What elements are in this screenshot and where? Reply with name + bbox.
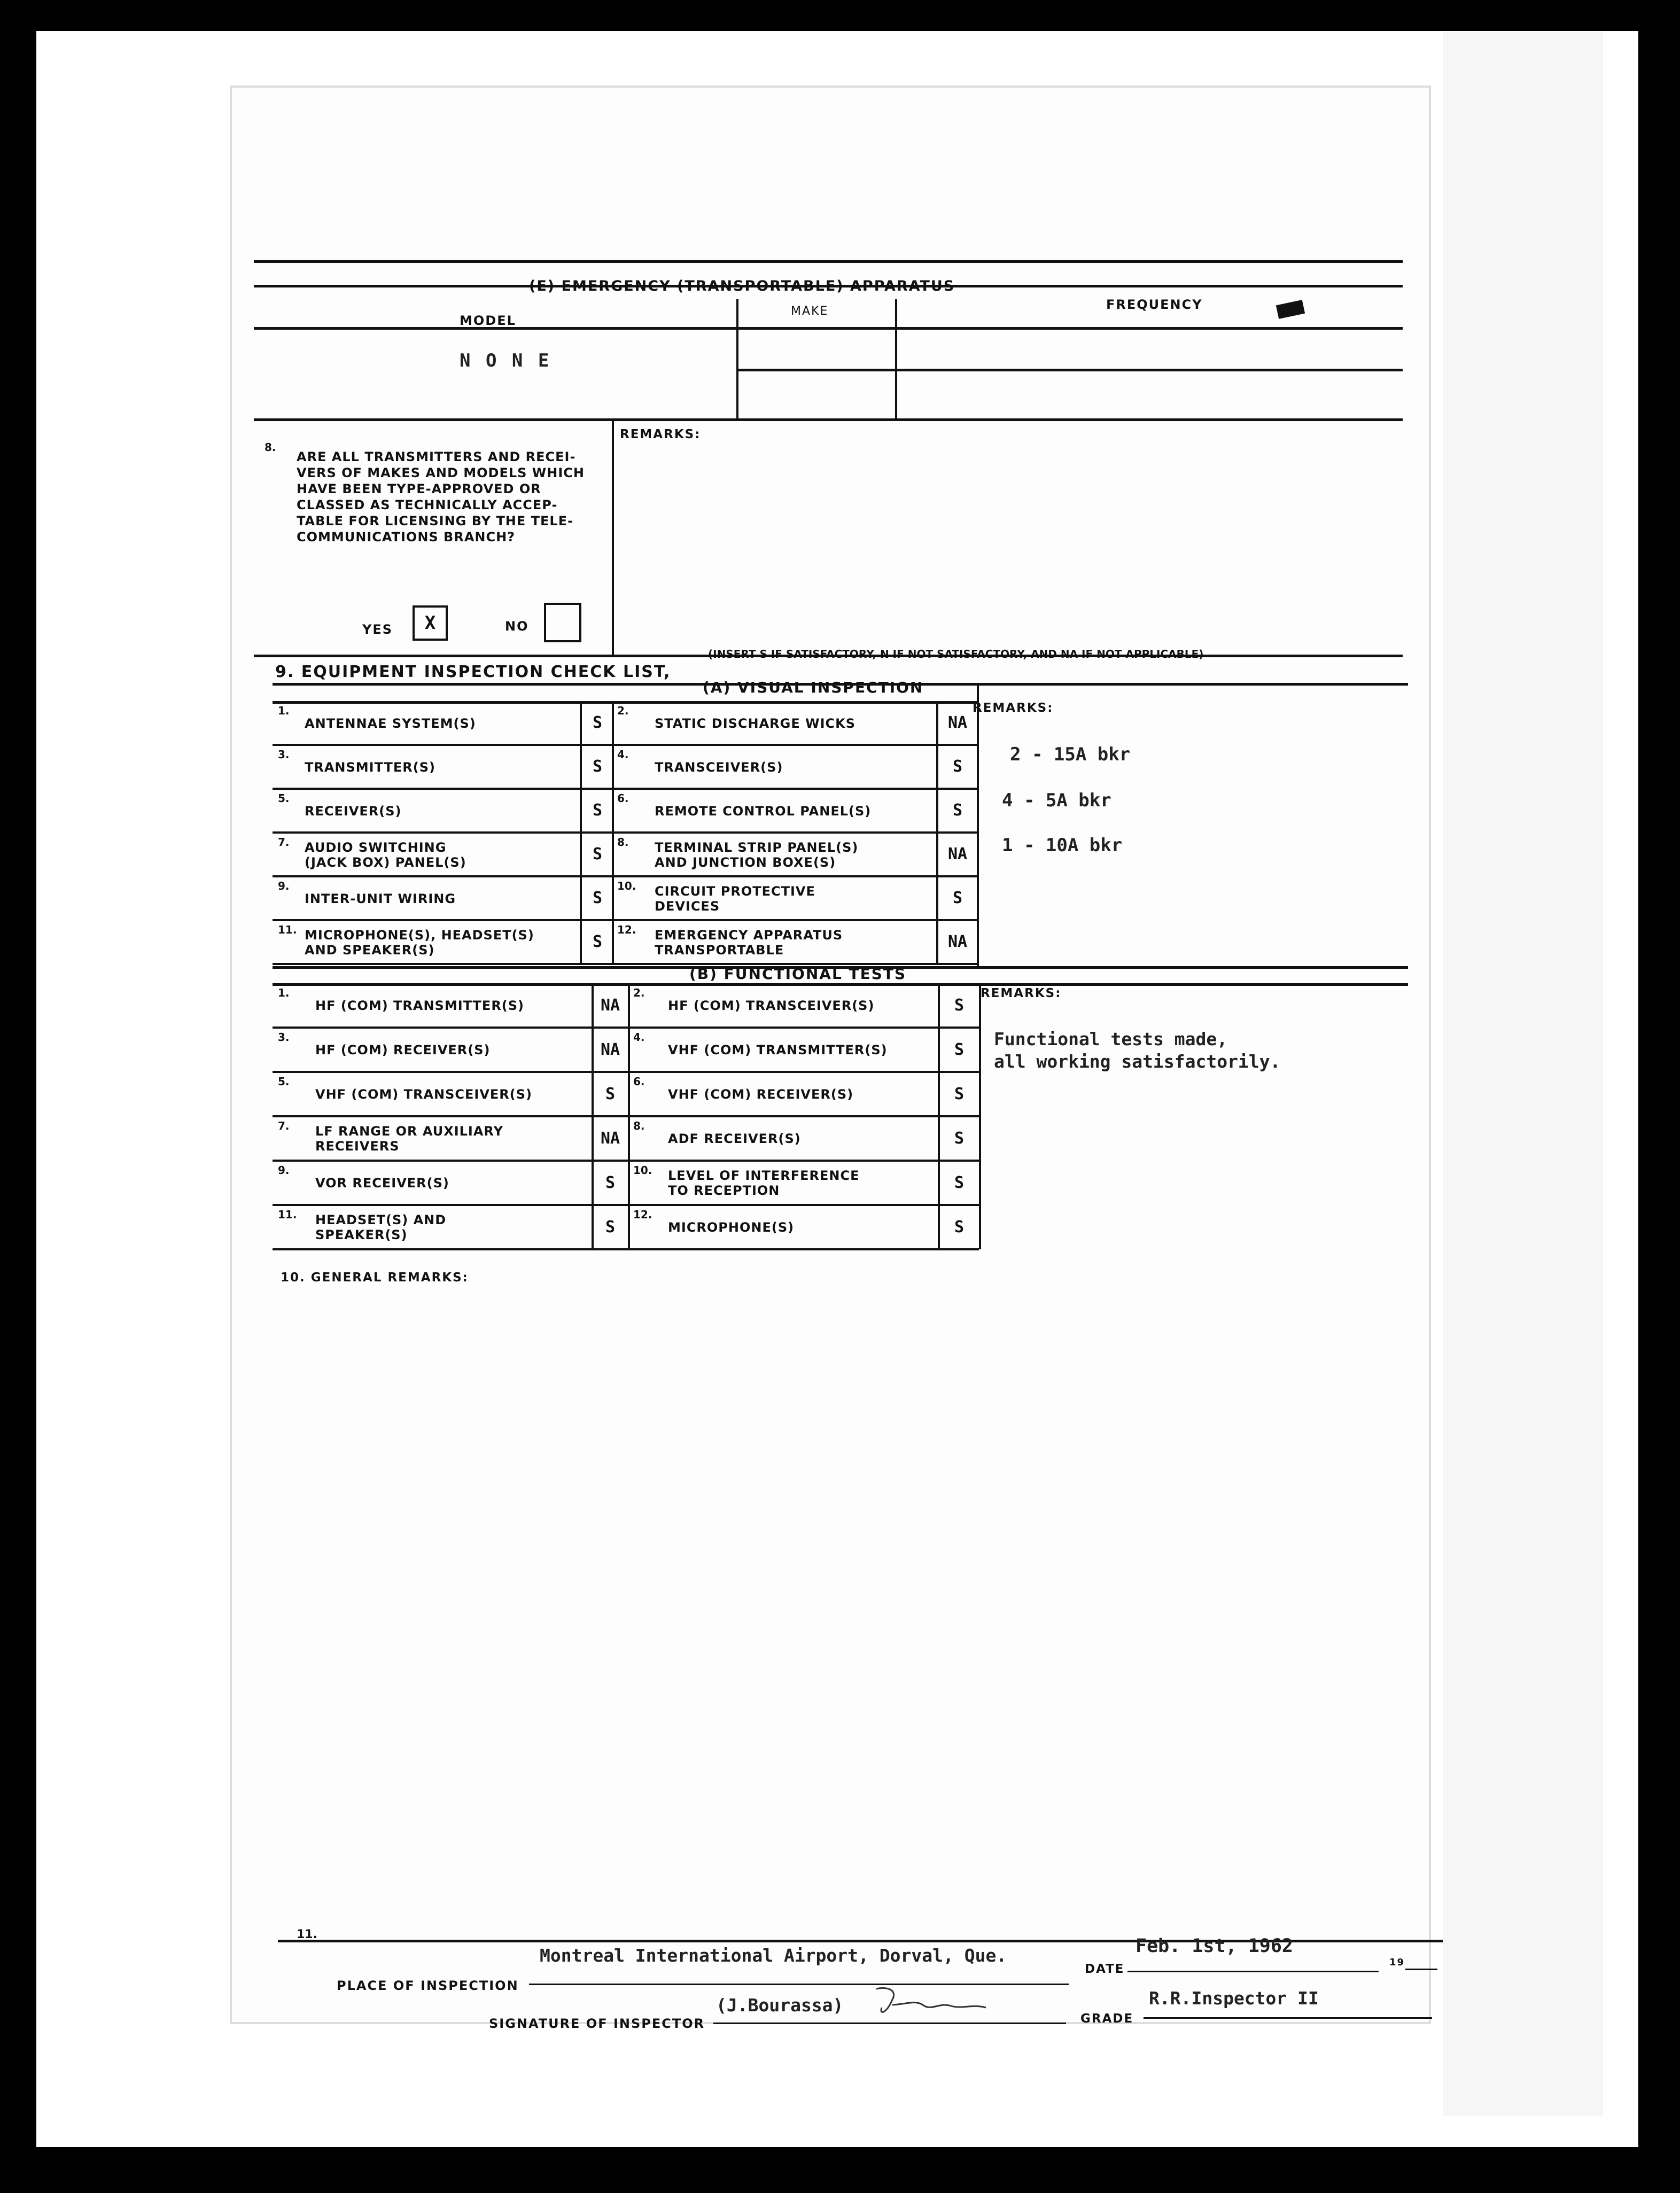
checklist-item [628,1072,979,1116]
checklist-item-mark[interactable]: S [592,1161,627,1205]
visual-remark-3: 1 - 10A bkr [1002,835,1123,856]
checklist-item-mark[interactable]: S [938,1161,978,1205]
checklist-item-number: 5. [278,1075,290,1088]
checklist-item-label: VHF (COM) TRANSCEIVER(S) [315,1087,533,1102]
yes-checkbox[interactable]: X [413,605,448,641]
checklist-item-label: ADF RECEIVER(S) [668,1131,801,1146]
no-label: NO [505,619,529,634]
checklist-item-label: RECEIVER(S) [305,804,402,819]
checklist-item [612,701,977,745]
checklist-item-number: 7. [278,836,290,849]
checklist-item-mark[interactable]: S [580,833,613,876]
visual-remarks-label: REMARKS: [973,701,1054,715]
column-divider [612,419,614,655]
checklist-item-number: 3. [278,1031,290,1044]
checklist-item-number: 10. [633,1164,652,1177]
checklist-item-label: HF (COM) TRANSMITTER(S) [315,998,525,1013]
checklist-item [273,833,612,876]
checklist-item-number: 6. [617,792,629,805]
place-label: PLACE OF INSPECTION [337,1978,519,1993]
checklist-item-mark[interactable]: S [938,1028,978,1072]
checklist-item-mark[interactable]: S [580,701,613,745]
emergency-title: (E) EMERGENCY (TRANSPORTABLE) APPARATUS [529,278,955,294]
checklist-item-mark[interactable]: NA [592,983,627,1028]
checklist-item-number: 4. [633,1031,645,1044]
column-divider [895,299,897,419]
checklist-item [273,1205,628,1249]
checklist-item-label: MICROPHONE(S), HEADSET(S) AND SPEAKER(S) [305,928,534,958]
column-divider [628,983,630,1249]
functional-remarks-label: REMARKS: [981,986,1062,1000]
checklist-item-number: 2. [633,986,645,999]
checklist-item-label: EMERGENCY APPARATUS TRANSPORTABLE [655,928,843,958]
functional-title: (B) FUNCTIONAL TESTS [689,965,907,983]
column-divider [977,683,979,966]
checklist-item-number: 10. [617,880,636,892]
rule [1127,1971,1379,1972]
functional-remark-2: all working satisfactorily. [994,1051,1281,1072]
checklist-item-number: 11. [278,923,297,936]
rule [254,260,1403,263]
checklist-item-mark[interactable]: S [938,1205,978,1249]
section8-remarks-label: REMARKS: [620,427,701,441]
date-value: Feb. 1st, 1962 [1135,1935,1294,1957]
checklist-item-label: MICROPHONE(S) [668,1220,795,1235]
model-value: N O N E [460,350,551,371]
date-label: DATE [1085,1962,1125,1976]
checklist-item-mark[interactable]: NA [936,833,977,876]
checklist-item-label: VOR RECEIVER(S) [315,1176,449,1191]
checklist-item-mark[interactable]: NA [936,701,977,745]
checklist-item-number: 11. [278,1208,297,1221]
signature-value: (J.Bourassa) [716,1995,844,2016]
checklist-item-number: 9. [278,1164,290,1177]
page-edge-shadow [1443,32,1603,2116]
checklist-item [628,983,979,1028]
rule [254,418,1403,421]
checklist-item-number: 2. [617,704,629,717]
checklist-item [273,876,612,920]
section9-legend: (INSERT S IF SATISFACTORY, N IF NOT SATISFACTORY, AND NA IF NOT APPLICABLE) [708,648,1204,660]
checklist-item [612,833,977,876]
checklist-item-label: LF RANGE OR AUXILIARY RECEIVERS [315,1124,503,1154]
grade-value: R.R.Inspector II [1149,1988,1319,2009]
column-divider [736,299,738,419]
checklist-item-mark[interactable]: S [936,876,977,920]
rule [254,327,1403,330]
checklist-item-label: STATIC DISCHARGE WICKS [655,716,856,731]
checklist-item-label: AUDIO SWITCHING (JACK BOX) PANEL(S) [305,840,466,870]
section8-number: 8. [265,441,276,454]
checklist-item-mark[interactable]: S [580,745,613,789]
checklist-item [628,1116,979,1161]
checklist-item [612,789,977,833]
checklist-item-number: 8. [617,836,629,849]
checklist-item-label: VHF (COM) RECEIVER(S) [668,1087,854,1102]
checklist-item-number: 3. [278,748,290,761]
frequency-header: FREQUENCY [1106,297,1203,312]
checklist-item-mark[interactable]: S [592,1072,627,1116]
checklist-item-number: 7. [278,1119,290,1132]
checklist-item-mark[interactable]: NA [592,1028,627,1072]
checklist-item-mark[interactable]: NA [592,1116,627,1161]
column-divider [612,701,614,964]
column-divider [979,983,981,1249]
rule [1144,2017,1432,2019]
checklist-item [273,920,612,964]
functional-remark-1: Functional tests made, [994,1029,1228,1049]
checklist-item [612,745,977,789]
rule [1405,1969,1437,1970]
checklist-item-mark[interactable]: NA [936,920,977,964]
checklist-item-label: INTER-UNIT WIRING [305,891,456,906]
checklist-item [628,1028,979,1072]
checklist-item-mark[interactable]: S [938,1116,978,1161]
checklist-item-label: TRANSCEIVER(S) [655,760,783,775]
checklist-item-label: HF (COM) TRANSCEIVER(S) [668,998,875,1013]
checklist-item-number: 12. [633,1208,652,1221]
checklist-item [273,1028,628,1072]
yes-label: YES [362,622,393,637]
handwritten-signature [866,1984,994,2021]
checklist-item-label: TERMINAL STRIP PANEL(S) AND JUNCTION BOXE(S) [655,840,859,870]
checklist-item-number: 5. [278,792,290,805]
checklist-item-number: 12. [617,923,636,936]
model-header: MODEL [460,313,516,328]
visual-remark-2: 4 - 5A bkr [1002,790,1111,811]
checklist-item [273,1072,628,1116]
checklist-item-mark[interactable]: S [936,789,977,833]
checklist-item [273,1161,628,1205]
checklist-item [628,1161,979,1205]
place-value: Montreal International Airport, Dorval, Que. [540,1945,1007,1966]
checklist-item [612,876,977,920]
make-header: MAKE [791,305,829,318]
checklist-item-number: 9. [278,880,290,892]
checklist-item-mark[interactable]: S [580,876,613,920]
checklist-item-number: 1. [278,704,290,717]
rule [254,285,1403,287]
checklist-item-mark[interactable]: S [938,1072,978,1116]
checklist-item-label: VHF (COM) TRANSMITTER(S) [668,1043,888,1057]
checklist-item-label: ANTENNAE SYSTEM(S) [305,716,476,731]
checklist-item-label: LEVEL OF INTERFERENCE TO RECEPTION [668,1168,860,1198]
checklist-item-label: TRANSMITTER(S) [305,760,435,775]
checklist-item [273,745,612,789]
no-checkbox[interactable] [544,603,581,642]
year-prefix: 19 [1389,1957,1405,1968]
checklist-item [273,1116,628,1161]
checklist-item [628,1205,979,1249]
checklist-item-label: HF (COM) RECEIVER(S) [315,1043,491,1057]
signature-label: SIGNATURE OF INSPECTOR [489,2016,705,2031]
checklist-item-number: 8. [633,1119,645,1132]
grade-label: GRADE [1080,2012,1134,2026]
checklist-item-mark[interactable]: S [938,983,978,1028]
checklist-item-label: REMOTE CONTROL PANEL(S) [655,804,872,819]
section11-number: 11. [297,1928,317,1941]
row-rule [273,1248,979,1250]
rule [713,2023,1066,2024]
rule [737,369,1403,371]
checklist-item-number: 1. [278,986,290,999]
checklist-item-mark[interactable]: S [580,789,613,833]
visual-title: (A) VISUAL INSPECTION [703,679,924,696]
visual-remark-1: 2 - 15A bkr [1010,744,1131,765]
checklist-item-mark[interactable]: S [592,1205,627,1249]
checklist-item [273,789,612,833]
checklist-item-label: CIRCUIT PROTECTIVE DEVICES [655,884,815,914]
checklist-item-number: 4. [617,748,629,761]
general-remarks-label: 10. GENERAL REMARKS: [281,1271,469,1285]
section9-title: 9. EQUIPMENT INSPECTION CHECK LIST, [275,663,671,681]
checklist-item [273,983,628,1028]
checklist-item [273,701,612,745]
checklist-item-mark[interactable]: S [580,920,613,964]
checklist-item-number: 6. [633,1075,645,1088]
checklist-item-mark[interactable]: S [936,745,977,789]
section8-question: ARE ALL TRANSMITTERS AND RECEI- VERS OF MAKES AND MODELS WHICH HAVE BEEN TYPE-APPROVED OR CLASSED AS TECHNICALLY ACCEP- TABLE FOR LICENSING BY THE TELE- COMMUNICATIONS BRANCH? [297,449,585,545]
checklist-item-label: HEADSET(S) AND SPEAKER(S) [315,1212,447,1242]
checklist-item [612,920,977,964]
